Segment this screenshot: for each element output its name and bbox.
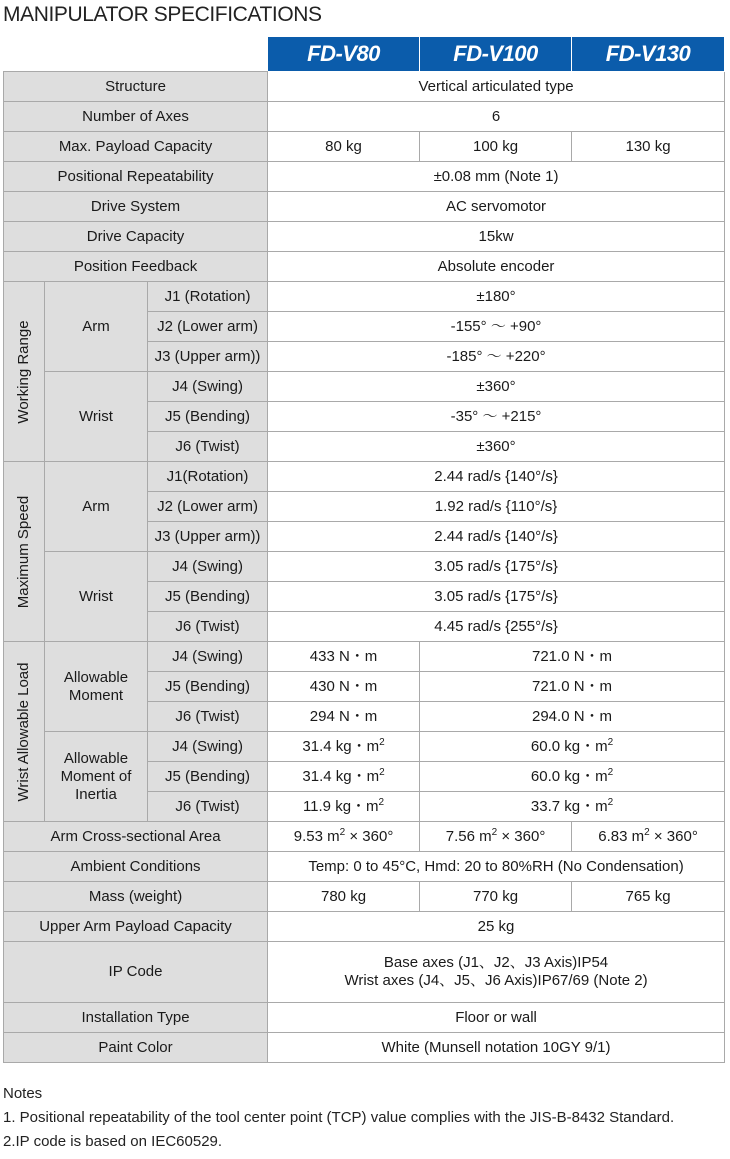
header-blank [4, 37, 268, 72]
row-mass [4, 882, 725, 912]
superscript-2: 2 [607, 796, 614, 808]
note-item: 1. Positional repeatability of the tool center point (TCP) value complies with the JIS-B-8432 Standard. [3, 1109, 675, 1126]
group-maximum-speed [4, 462, 45, 642]
value-fd-v100: 100 kg [420, 132, 572, 162]
value-unit: kg・m [335, 737, 380, 755]
row-value: -155° ～ +90° [268, 312, 725, 342]
row-label: Max. Payload Capacity [4, 132, 268, 162]
row-value: 1.92 rad/s {110°/s} [268, 492, 725, 522]
ip-line: Wrist axes (J4、J5、J6 Axis)IP67/69 (Note 2) [344, 972, 648, 989]
row-value: ±180° [268, 282, 725, 312]
value-fd-v100-v130: 721.0 N・m [420, 672, 725, 702]
joint-label: J6 (Twist) [148, 702, 268, 732]
value-unit: m [327, 827, 340, 845]
value-fd-v130: 130 kg [572, 132, 725, 162]
row-value: Floor or wall [268, 1003, 725, 1033]
superscript-2: 2 [339, 826, 346, 838]
row-value: 3.05 rad/s {175°/s} [268, 552, 725, 582]
row-label: Position Feedback [4, 252, 268, 282]
row-structure [4, 72, 725, 102]
row-value: Vertical articulated type [268, 72, 725, 102]
superscript-2: 2 [379, 736, 385, 748]
model-fd-v100: FD-V100 [420, 37, 572, 72]
row-label: Arm Cross-sectional Area [4, 822, 268, 852]
row-moment-j4 [4, 642, 725, 672]
row-drive-capacity [4, 222, 725, 252]
value-fd-v80 [268, 732, 420, 762]
value-number: 33.7 [530, 797, 561, 815]
row-label: Mass (weight) [4, 882, 268, 912]
subgroup-label-line: Moment of [60, 767, 132, 785]
row-value: 2.44 rad/s {140°/s} [268, 522, 725, 552]
value-fd-v80 [268, 822, 420, 852]
value-unit: kg・m [335, 767, 380, 785]
row-value [268, 942, 725, 1003]
superscript-2: 2 [378, 796, 385, 808]
group-label: Working Range [15, 319, 32, 424]
subgroup-wrist: Wrist [45, 372, 148, 462]
group-label: Maximum Speed [15, 495, 32, 608]
ip-line: Base axes (J1、J2、J3 Axis)IP54 [383, 954, 609, 971]
model-header-row [4, 37, 725, 72]
model-fd-v130: FD-V130 [572, 37, 725, 72]
value-fd-v80: 433 N・m [268, 642, 420, 672]
row-label: Positional Repeatability [4, 162, 268, 192]
superscript-2: 2 [607, 736, 614, 748]
value-unit: kg・m [335, 797, 379, 815]
joint-label: J4 (Swing) [148, 372, 268, 402]
joint-label: J1(Rotation) [148, 462, 268, 492]
value-number: 6.83 [598, 827, 628, 845]
joint-label: J2 (Lower arm) [148, 312, 268, 342]
value-number: 60.0 [530, 737, 561, 755]
row-ambient [4, 852, 725, 882]
row-repeatability [4, 162, 725, 192]
row-label: Number of Axes [4, 102, 268, 132]
value-fd-v130: 765 kg [572, 882, 725, 912]
superscript-2: 2 [607, 766, 614, 778]
row-value: 4.45 rad/s {255°/s} [268, 612, 725, 642]
value-fd-v100-v130: 721.0 N・m [420, 642, 725, 672]
row-working-range-j1 [4, 282, 725, 312]
model-fd-v80: FD-V80 [268, 37, 420, 72]
value-fd-v80 [268, 792, 420, 822]
value-fd-v100-v130 [420, 792, 725, 822]
row-value: ±360° [268, 432, 725, 462]
row-label: Upper Arm Payload Capacity [4, 912, 268, 942]
value-suffix: × 360° [653, 827, 698, 845]
joint-label: J6 (Twist) [148, 432, 268, 462]
group-working-range [4, 282, 45, 462]
row-label: Drive Capacity [4, 222, 268, 252]
value-fd-v100-v130 [420, 762, 725, 792]
row-value: 3.05 rad/s {175°/s} [268, 582, 725, 612]
value-number: 31.4 [302, 737, 332, 755]
row-drive-system [4, 192, 725, 222]
value-fd-v80: 430 N・m [268, 672, 420, 702]
notes-heading: Notes [3, 1085, 43, 1102]
value-unit: kg・m [564, 767, 608, 785]
value-number: 9.53 [293, 827, 323, 845]
row-value: ±360° [268, 372, 725, 402]
row-label: Drive System [4, 192, 268, 222]
value-unit: kg・m [564, 797, 608, 815]
value-number: 11.9 [302, 797, 332, 815]
value-unit: m [631, 827, 645, 845]
row-label: Paint Color [4, 1033, 268, 1063]
joint-label: J5 (Bending) [148, 672, 268, 702]
row-upper-arm-payload [4, 912, 725, 942]
joint-label: J4 (Swing) [148, 642, 268, 672]
row-working-range-j4 [4, 372, 725, 402]
subgroup-label-line: Allowable [63, 749, 129, 767]
row-value: -35° ～ +215° [268, 402, 725, 432]
row-value: Absolute encoder [268, 252, 725, 282]
value-suffix: × 360° [501, 827, 546, 845]
subgroup-label-line: Inertia [75, 785, 117, 803]
joint-label: J4 (Swing) [148, 732, 268, 762]
row-max-speed-j4 [4, 552, 725, 582]
row-value: 6 [268, 102, 725, 132]
value-number: 31.4 [302, 767, 332, 785]
value-fd-v100: 770 kg [420, 882, 572, 912]
row-inertia-j4 [4, 732, 725, 762]
row-label: Installation Type [4, 1003, 268, 1033]
note-item: 2.IP code is based on IEC60529. [3, 1133, 223, 1150]
value-fd-v100 [420, 822, 572, 852]
value-fd-v80: 780 kg [268, 882, 420, 912]
joint-label: J6 (Twist) [148, 612, 268, 642]
value-fd-v130 [572, 822, 725, 852]
row-installation [4, 1003, 725, 1033]
row-cross-section [4, 822, 725, 852]
joint-label: J3 (Upper arm)) [148, 342, 268, 372]
subgroup-arm: Arm [45, 282, 148, 372]
row-position-feedback [4, 252, 725, 282]
page-title: MANIPULATOR SPECIFICATIONS [3, 3, 322, 26]
row-label: Structure [4, 72, 268, 102]
joint-label: J2 (Lower arm) [148, 492, 268, 522]
row-value: AC servomotor [268, 192, 725, 222]
value-fd-v80 [268, 762, 420, 792]
subgroup-label-line: Allowable [63, 668, 129, 686]
subgroup-allowable-moment-of-inertia [45, 732, 148, 822]
row-axes [4, 102, 725, 132]
row-value: -185° ～ +220° [268, 342, 725, 372]
group-label: Wrist Allowable Load [15, 662, 32, 801]
row-value: 15kw [268, 222, 725, 252]
value-fd-v100-v130 [420, 732, 725, 762]
subgroup-arm: Arm [45, 462, 148, 552]
row-paint-color [4, 1033, 725, 1063]
joint-label: J5 (Bending) [148, 582, 268, 612]
row-value: White (Munsell notation 10GY 9/1) [268, 1033, 725, 1063]
row-ip-code [4, 942, 725, 1003]
joint-label: J6 (Twist) [148, 792, 268, 822]
value-fd-v100-v130: 294.0 N・m [420, 702, 725, 732]
value-fd-v80: 80 kg [268, 132, 420, 162]
row-value: Temp: 0 to 45°C, Hmd: 20 to 80%RH (No Condensation) [268, 852, 725, 882]
spec-table [3, 36, 725, 1063]
subgroup-label-line: Moment [68, 686, 124, 704]
value-number: 60.0 [530, 767, 561, 785]
value-unit: m [479, 827, 492, 845]
subgroup-allowable-moment [45, 642, 148, 732]
row-value: ±0.08 mm (Note 1) [268, 162, 725, 192]
row-max-speed-j1 [4, 462, 725, 492]
joint-label: J1 (Rotation) [148, 282, 268, 312]
row-label: Ambient Conditions [4, 852, 268, 882]
superscript-2: 2 [644, 826, 650, 838]
value-number: 7.56 [445, 827, 475, 845]
superscript-2: 2 [379, 766, 385, 778]
value-unit: kg・m [564, 737, 608, 755]
subgroup-wrist: Wrist [45, 552, 148, 642]
row-value: 2.44 rad/s {140°/s} [268, 462, 725, 492]
joint-label: J5 (Bending) [148, 762, 268, 792]
notes-section [3, 1082, 674, 1154]
joint-label: J3 (Upper arm)) [148, 522, 268, 552]
group-wrist-allowable-load [4, 642, 45, 822]
row-payload [4, 132, 725, 162]
value-fd-v80: 294 N・m [268, 702, 420, 732]
superscript-2: 2 [491, 826, 498, 838]
row-label: IP Code [4, 942, 268, 1003]
value-suffix: × 360° [349, 827, 394, 845]
joint-label: J4 (Swing) [148, 552, 268, 582]
joint-label: J5 (Bending) [148, 402, 268, 432]
row-value: 25 kg [268, 912, 725, 942]
